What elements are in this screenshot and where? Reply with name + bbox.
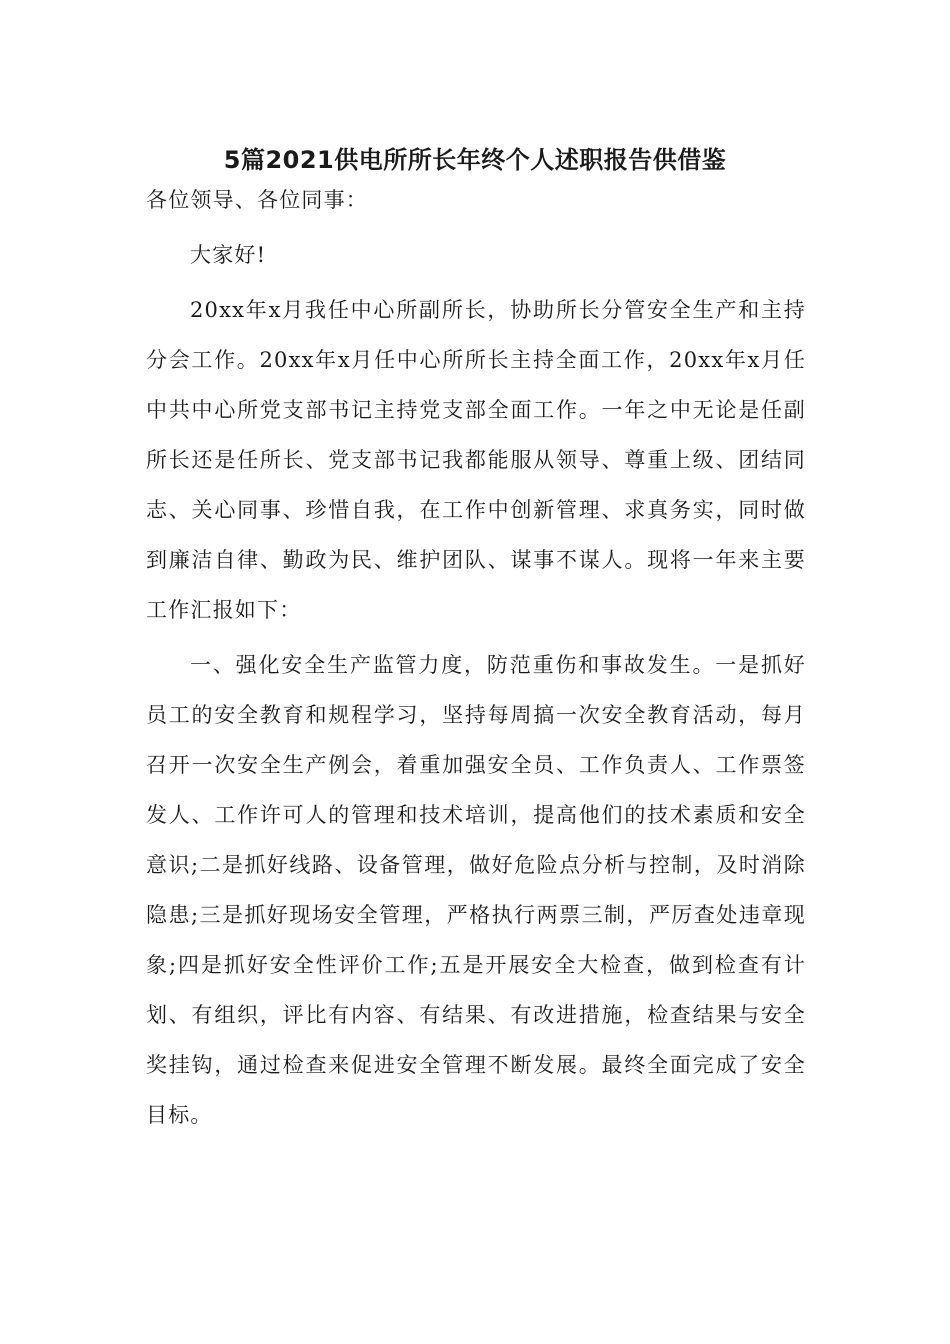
- document-body: [146, 175, 806, 1145]
- paragraph-safety: 一、强化安全生产监管力度，防范重伤和事故发生。一是抓好员工的安全教育和规程学习，坚持每周搞一次安全教育活动，每月召开一次安全生产例会，着重加强安全员、工作负责人、工作票签发人、工作许可人的管理和技术培训，提高他们的技术素质和安全意识;二是抓好线路、设备管理，做好危险点分析与控制，及时消除隐患;三是抓好现场安全管理，严格执行两票三制，严厉查处违章现象;四是抓好安全性评价工作;五是开展安全大检查，做到检查有计划、有组织，评比有内容、有结果、有改进措施，检查结果与安全奖挂钩，通过检查来促进安全管理不断发展。最终全面完成了安全目标。: [146, 653, 806, 1127]
- document-title: 5篇2021供电所所长年终个人述职报告供借鉴: [223, 146, 727, 174]
- greeting: 大家好!: [190, 243, 267, 267]
- paragraph-intro: 20xx年x月我任中心所副所长，协助所长分管安全生产和主持分会工作。20xx年x月任中心所所长主持全面工作，20xx年x月任中共中心所党支部书记主持党支部全面工作。一年之中无论是任副所长还是任所长、党支部书记我都能服从领导、尊重上级、团结同志、关心同事、珍惜自我，在工作中创新管理、求真务实，同时做到廉洁自律、勤政为民、维护团队、谋事不谋人。现将一年来主要工作汇报如下：: [146, 298, 806, 622]
- salutation: 各位领导、各位同事：: [146, 188, 368, 212]
